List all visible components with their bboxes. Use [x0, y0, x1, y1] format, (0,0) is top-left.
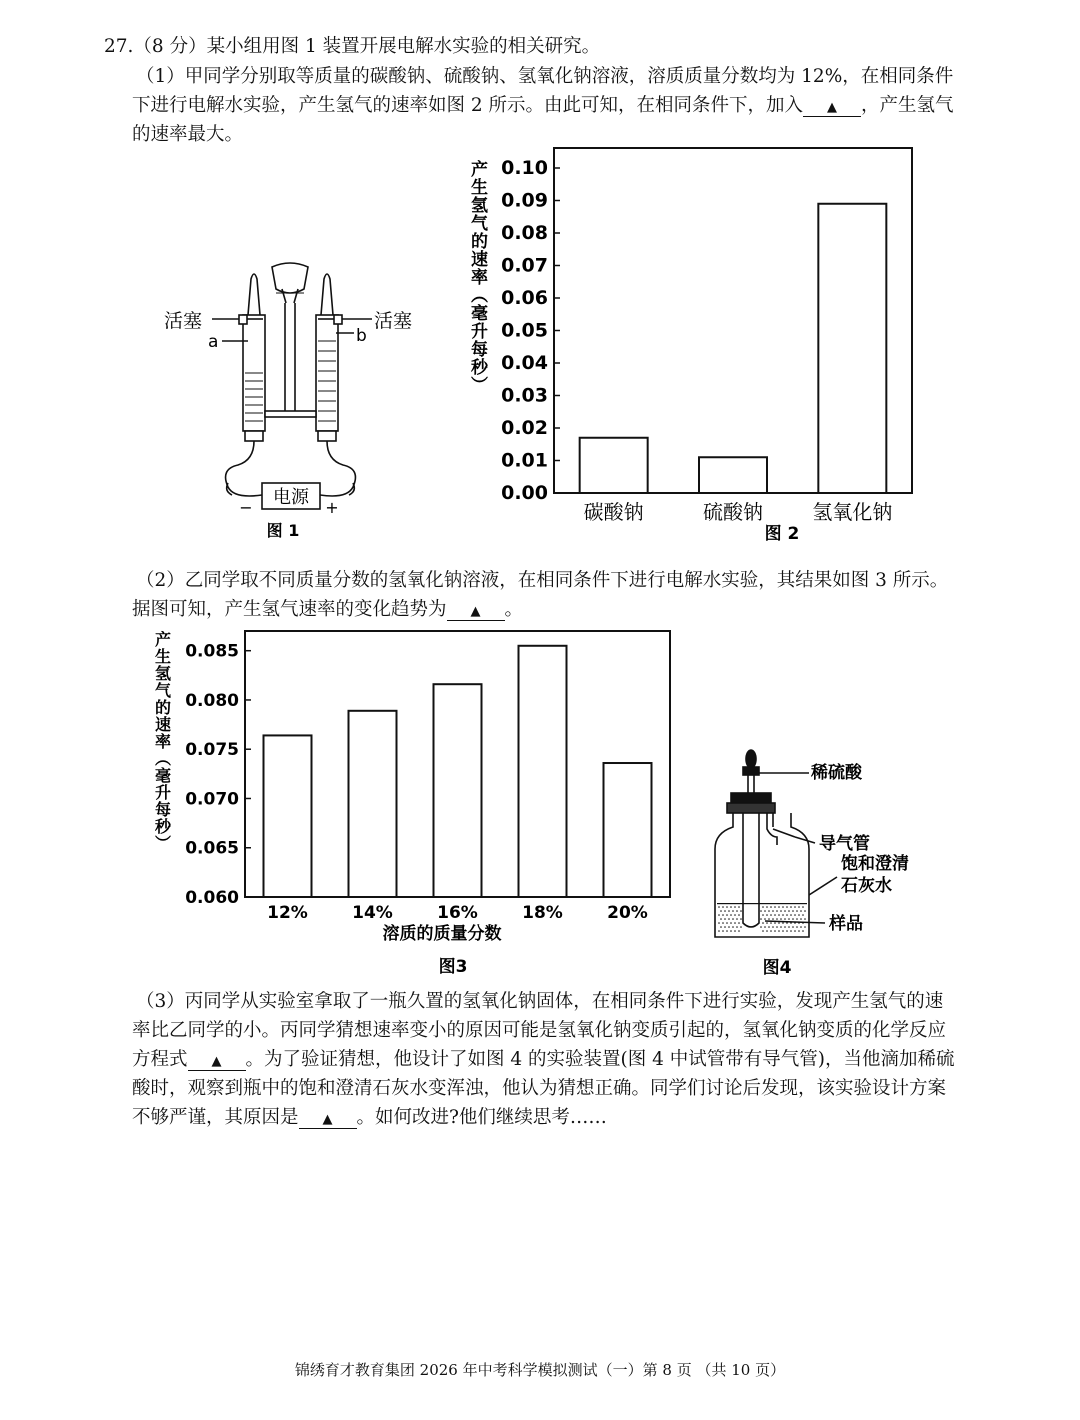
sample-dot	[780, 910, 782, 912]
fig3-ytick-label: 0.075	[185, 740, 239, 761]
part3-line3-tail: 。为了验证猜想，他设计了如图 4 的实验装置(图 4 中试管带有导气管)，当他滴加稀硫	[245, 1049, 955, 1070]
sample-dot	[780, 926, 782, 928]
sample-dot	[790, 922, 792, 924]
sample-dot	[766, 930, 768, 932]
fig1-label-a: a	[208, 332, 219, 352]
fig3-category-label: 14%	[352, 903, 393, 923]
fig2-category-label: 氢氧化钠	[812, 500, 893, 524]
sample-dot	[760, 910, 762, 912]
sample-dot	[732, 918, 734, 920]
sample-dot	[794, 906, 796, 908]
fig1-label-power: 电源	[273, 487, 309, 508]
sample-dot	[788, 918, 790, 920]
sample-dot	[804, 918, 806, 920]
sample-dot	[786, 914, 788, 916]
sample-dot	[798, 914, 800, 916]
sample-dot	[734, 922, 736, 924]
fig2-y-axis-label: 产生氢气的速率（毫升每秒）	[467, 160, 487, 394]
question-header: 27.（8 分）某小组用图 1 装置开展电解水实验的相关研究。	[104, 36, 601, 57]
sample-dot	[802, 930, 804, 932]
fig4-label-sample: 样品	[829, 914, 863, 934]
sample-dot	[776, 918, 778, 920]
figure-3-bar-chart	[150, 625, 680, 980]
sample-dot	[740, 910, 742, 912]
part3-line1: （3）丙同学从实验室拿取了一瓶久置的氢氧化钠固体，在相同条件下进行实验，发现产生氢气的速	[136, 991, 944, 1012]
sample-dot	[796, 910, 798, 912]
sample-dot	[738, 914, 740, 916]
sample-dot	[790, 914, 792, 916]
sample-dot	[774, 922, 776, 924]
sample-dot	[784, 910, 786, 912]
sample-dot	[770, 922, 772, 924]
sample-dot	[726, 906, 728, 908]
sample-dot	[780, 918, 782, 920]
sample-dot	[762, 906, 764, 908]
fig3-x-axis-label: 溶质的质量分数	[382, 924, 502, 944]
sample-dot	[726, 930, 728, 932]
fig3-ytick-label: 0.060	[185, 888, 239, 908]
sample-dot	[772, 926, 774, 928]
fig2-ytick-label: 0.08	[501, 222, 548, 244]
sample-dot	[792, 918, 794, 920]
sample-dot	[736, 918, 738, 920]
sample-dot	[722, 914, 724, 916]
sample-dot	[734, 930, 736, 932]
fig2-ytick-label: 0.09	[501, 189, 548, 212]
fig1-label-b: b	[356, 326, 367, 346]
fig3-bar-4	[519, 646, 567, 897]
fig3-ytick-label: 0.080	[185, 690, 239, 711]
part3-line3	[132, 1047, 955, 1073]
sample-dot	[728, 910, 730, 912]
fig3-bar-5	[604, 763, 652, 897]
sample-dot	[772, 918, 774, 920]
fig3-bar-1	[264, 735, 312, 897]
part2-line2	[132, 597, 523, 623]
sample-dot	[730, 906, 732, 908]
fig3-caption: 图3	[438, 957, 468, 977]
sample-dot	[762, 914, 764, 916]
sample-dot	[768, 926, 770, 928]
fig1-caption: 图 1	[266, 521, 300, 540]
fig2-ytick-label: 0.10	[501, 157, 548, 179]
sample-dot	[774, 914, 776, 916]
sample-dot	[730, 922, 732, 924]
fig3-bar-2	[349, 711, 397, 897]
fig3-ytick-label: 0.085	[185, 641, 239, 662]
part3-line3-text: 方程式	[132, 1049, 188, 1070]
sample-dot	[782, 930, 784, 932]
sample-dot	[766, 906, 768, 908]
sample-dot	[788, 926, 790, 928]
sample-dot	[724, 918, 726, 920]
fig2-caption: 图 2	[764, 524, 800, 544]
sample-dot	[774, 930, 776, 932]
fig3-category-label: 18%	[522, 903, 563, 923]
sample-dot	[800, 918, 802, 920]
fig1-label-minus: −	[239, 498, 253, 517]
sample-dot	[720, 918, 722, 920]
sample-dot	[800, 910, 802, 912]
sample-dot	[766, 922, 768, 924]
sample-dot	[784, 926, 786, 928]
fig4-label-acid: 稀硫酸	[811, 763, 862, 783]
sample-dot	[722, 922, 724, 924]
sample-dot	[798, 922, 800, 924]
fig3-ytick-label: 0.065	[185, 838, 239, 859]
sample-dot	[718, 930, 720, 932]
sample-dot	[760, 926, 762, 928]
sample-dot	[792, 910, 794, 912]
fig2-ytick-label: 0.00	[501, 482, 548, 504]
sample-dot	[804, 910, 806, 912]
sample-dot	[740, 926, 742, 928]
fig2-bar-2	[699, 457, 767, 493]
part1-line2-tail: ，产生氢气	[861, 95, 954, 116]
sample-dot	[720, 910, 722, 912]
sample-dot	[782, 906, 784, 908]
sample-dot	[774, 906, 776, 908]
fig3-category-label: 12%	[267, 903, 308, 923]
sample-dot	[802, 906, 804, 908]
sample-dot	[740, 918, 742, 920]
sample-dot	[794, 930, 796, 932]
sample-dot	[726, 914, 728, 916]
answer-blank-4[interactable]: ▲	[299, 1112, 357, 1129]
sample-dot	[728, 926, 730, 928]
sample-dot	[730, 914, 732, 916]
fig2-ytick-label: 0.03	[501, 384, 548, 407]
figure-2-bar-chart	[455, 140, 925, 550]
fig4-caption: 图4	[762, 958, 792, 978]
fig2-category-label: 碳酸钠	[583, 500, 644, 524]
sample-dot	[796, 926, 798, 928]
fig2-bar-3	[818, 204, 886, 493]
fig3-category-label: 20%	[607, 903, 648, 923]
sample-dot	[770, 906, 772, 908]
sample-dot	[796, 918, 798, 920]
sample-dot	[720, 926, 722, 928]
part3-line4: 酸时，观察到瓶中的饱和澄清石灰水变浑浊，他认为猜想正确。同学们讨论后发现，该实验设计方案	[132, 1078, 947, 1099]
fig2-ytick-label: 0.07	[501, 254, 548, 277]
sample-dot	[736, 926, 738, 928]
part1-line2	[132, 93, 954, 119]
fig4-label-limewater-1: 饱和澄清	[841, 854, 909, 874]
sample-dot	[732, 910, 734, 912]
sample-dot	[770, 914, 772, 916]
figure-4-apparatus	[705, 745, 935, 980]
sample-dot	[764, 926, 766, 928]
sample-dot	[724, 926, 726, 928]
part1-line1: （1）甲同学分别取等质量的碳酸钠、硫酸钠、氢氧化钠溶液，溶质质量分数均为 12%，在相同条件	[136, 66, 954, 87]
sample-dot	[778, 914, 780, 916]
sample-dot	[802, 914, 804, 916]
answer-blank-2[interactable]: ▲	[447, 604, 505, 621]
fig2-ytick-label: 0.02	[501, 417, 548, 439]
sample-dot	[788, 910, 790, 912]
answer-blank-3[interactable]: ▲	[188, 1054, 246, 1071]
part2-line2-tail: 。	[504, 599, 524, 620]
sample-dot	[802, 922, 804, 924]
fig2-ytick-label: 0.04	[501, 352, 548, 374]
figure-1-electrolysis-apparatus	[150, 255, 440, 545]
sample-dot	[776, 910, 778, 912]
sample-dot	[736, 910, 738, 912]
part1-line3: 的速率最大。	[132, 124, 244, 145]
answer-blank-1[interactable]: ▲	[803, 100, 861, 117]
sample-dot	[768, 910, 770, 912]
sample-dot	[762, 930, 764, 932]
fig3-ytick-label: 0.070	[185, 789, 239, 810]
sample-dot	[784, 918, 786, 920]
sample-dot	[798, 906, 800, 908]
sample-dot	[738, 930, 740, 932]
sample-dot	[776, 926, 778, 928]
sample-dot	[762, 922, 764, 924]
sample-dot	[794, 922, 796, 924]
part1-line2-text: 下进行电解水实验，产生氢气的速率如图 2 所示。由此可知，在相同条件下，加入	[132, 95, 804, 116]
sample-dot	[728, 918, 730, 920]
sample-dot	[778, 906, 780, 908]
sample-dot	[760, 918, 762, 920]
sample-dot	[770, 930, 772, 932]
sample-dot	[726, 922, 728, 924]
sample-dot	[782, 922, 784, 924]
part2-line1: （2）乙同学取不同质量分数的氢氧化钠溶液，在相同条件下进行电解水实验，其结果如图 3 所示。	[136, 570, 949, 591]
fig2-category-label: 硫酸钠	[703, 500, 763, 524]
sample-dot	[772, 910, 774, 912]
sample-dot	[794, 914, 796, 916]
sample-dot	[798, 930, 800, 932]
part2-line2-text: 据图可知，产生氢气速率的变化趋势为	[132, 599, 447, 620]
fig3-y-axis-label: 产生氢气的速率（毫升每秒）	[152, 631, 172, 852]
sample-dot	[778, 930, 780, 932]
sample-dot	[790, 930, 792, 932]
sample-dot	[766, 914, 768, 916]
fig4-label-tube: 导气管	[819, 834, 870, 854]
sample-dot	[718, 922, 720, 924]
sample-dot	[800, 926, 802, 928]
sample-dot	[722, 930, 724, 932]
part3-line2: 率比乙同学的小。丙同学猜想速率变小的原因可能是氢氧化钠变质引起的，氢氧化钠变质的化学反应	[132, 1020, 947, 1041]
sample-dot	[764, 910, 766, 912]
fig3-category-label: 16%	[437, 903, 478, 923]
fig2-ytick-label: 0.01	[501, 449, 548, 472]
sample-dot	[738, 922, 740, 924]
sample-dot	[730, 930, 732, 932]
sample-dot	[786, 930, 788, 932]
sample-dot	[734, 914, 736, 916]
sample-dot	[718, 914, 720, 916]
sample-dot	[718, 906, 720, 908]
sample-dot	[778, 922, 780, 924]
part3-line5-text: 不够严谨，其原因是	[132, 1107, 299, 1128]
sample-dot	[734, 906, 736, 908]
sample-dot	[738, 906, 740, 908]
fig3-bar-3	[434, 684, 482, 897]
fig2-bar-1	[580, 438, 648, 493]
fig4-label-limewater-2: 石灰水	[841, 876, 892, 896]
fig1-label-stopcock-left: 活塞	[164, 310, 203, 332]
sample-dot	[786, 906, 788, 908]
sample-dot	[732, 926, 734, 928]
fig1-label-stopcock-right: 活塞	[374, 310, 413, 332]
sample-dot	[792, 926, 794, 928]
sample-dot	[722, 906, 724, 908]
page-footer: 锦绣育才教育集团 2026 年中考科学模拟测试（一）第 8 页 （共 10 页）	[294, 1361, 786, 1379]
sample-dot	[782, 914, 784, 916]
sample-dot	[724, 910, 726, 912]
sample-dot	[786, 922, 788, 924]
sample-dot	[768, 918, 770, 920]
fig2-ytick-label: 0.05	[501, 319, 548, 342]
part3-line5	[132, 1105, 607, 1131]
sample-dot	[804, 926, 806, 928]
fig1-label-plus: +	[325, 498, 339, 517]
part3-line5-tail: 。如何改进?他们继续思考……	[356, 1107, 607, 1128]
fig2-ytick-label: 0.06	[501, 287, 548, 309]
sample-dot	[790, 906, 792, 908]
sample-dot	[764, 918, 766, 920]
